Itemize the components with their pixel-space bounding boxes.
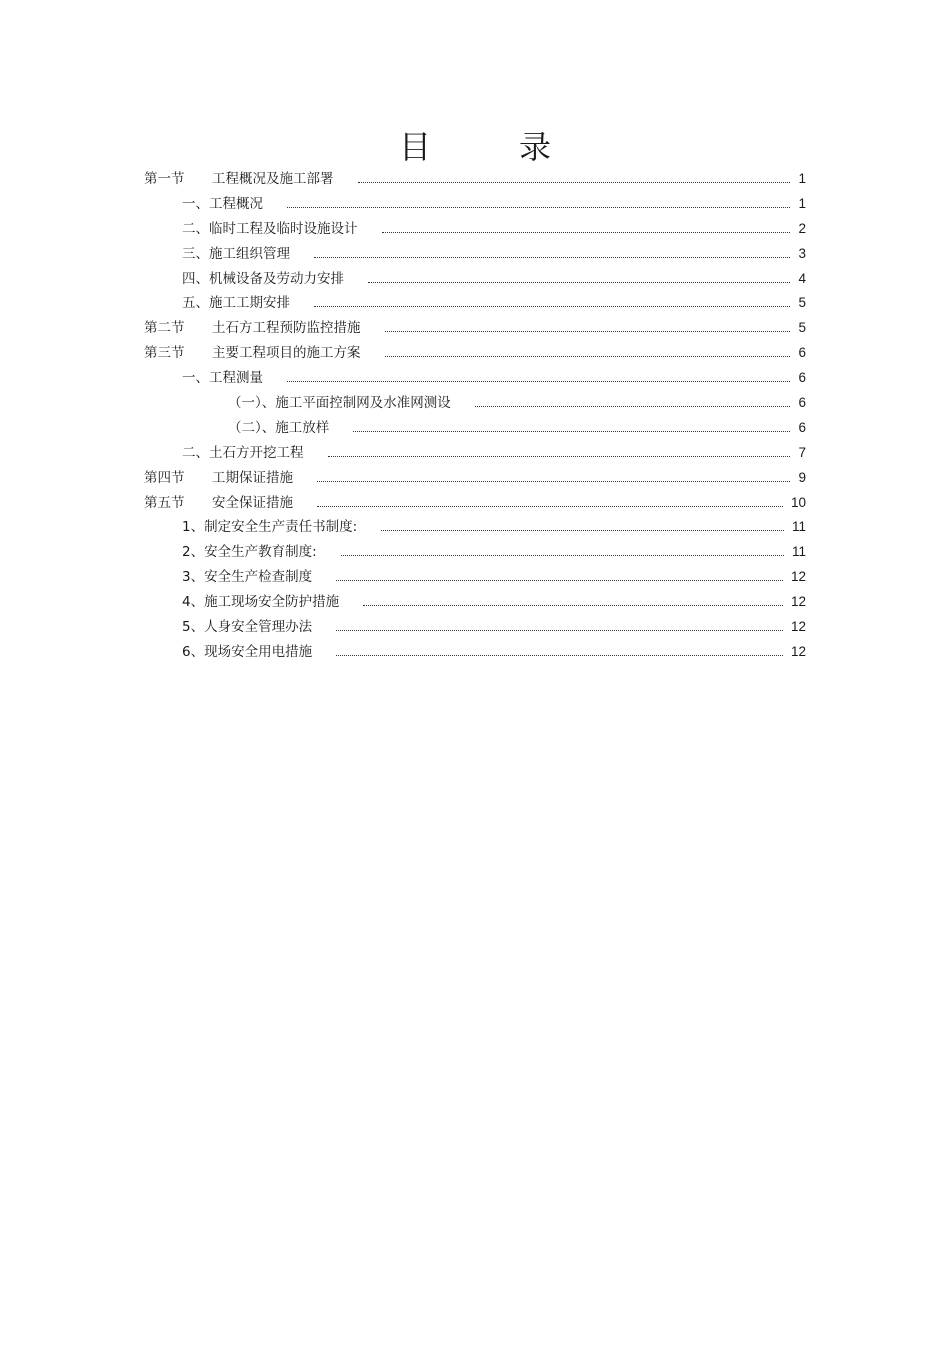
toc-entry-label bbox=[182, 192, 263, 217]
toc-entry-label bbox=[182, 242, 290, 267]
toc-dot-leader bbox=[317, 491, 783, 516]
toc-entry[interactable] bbox=[0, 515, 950, 540]
toc-page-number: 12 bbox=[790, 569, 806, 585]
toc-entry[interactable] bbox=[0, 217, 950, 242]
toc-section-number: 第四节 bbox=[144, 469, 185, 486]
toc-dot-leader bbox=[475, 391, 791, 416]
toc-dot-leader bbox=[336, 615, 783, 640]
toc-page-number: 12 bbox=[790, 619, 806, 635]
toc-entry[interactable] bbox=[0, 291, 950, 316]
toc-page-number: 9 bbox=[798, 469, 806, 485]
toc-dot-leader bbox=[358, 167, 791, 192]
toc-entry-text: 安全保证措施 bbox=[212, 494, 293, 511]
toc-page-number: 12 bbox=[790, 643, 806, 659]
toc-page-number: 2 bbox=[798, 220, 806, 236]
toc-entry-label bbox=[182, 515, 357, 540]
toc-dot-leader bbox=[385, 341, 791, 366]
toc-entry-label bbox=[182, 217, 358, 242]
toc-entry[interactable] bbox=[0, 540, 950, 565]
toc-entry[interactable] bbox=[0, 341, 950, 366]
toc-entry-text: 工期保证措施 bbox=[212, 469, 293, 486]
toc-entry[interactable] bbox=[0, 391, 950, 416]
toc-page-number: 10 bbox=[790, 494, 806, 510]
toc-dot-leader bbox=[382, 217, 791, 242]
toc-page-number: 5 bbox=[798, 295, 806, 311]
toc-dot-leader bbox=[381, 515, 784, 540]
toc-page-number: 5 bbox=[798, 320, 806, 336]
toc-dot-leader bbox=[287, 192, 790, 217]
toc-dot-leader bbox=[328, 441, 791, 466]
toc-page-number: 11 bbox=[791, 544, 806, 560]
toc-entry[interactable] bbox=[0, 316, 950, 341]
toc-entry-text: 四、机械设备及劳动力安排 bbox=[182, 270, 344, 287]
toc-entry[interactable] bbox=[0, 565, 950, 590]
toc-entry-text: （一）、施工平面控制网及水准网测设 bbox=[228, 395, 451, 412]
toc-dot-leader bbox=[314, 291, 790, 316]
toc-page-number: 7 bbox=[798, 444, 806, 460]
toc-entry-label bbox=[144, 341, 361, 366]
toc-entry-text: 五、施工工期安排 bbox=[182, 295, 290, 312]
toc-dot-leader bbox=[385, 316, 791, 341]
toc-entry[interactable] bbox=[0, 466, 950, 491]
toc-section-number: 第一节 bbox=[144, 171, 185, 187]
toc-dot-leader bbox=[368, 267, 790, 292]
toc-page-number: 6 bbox=[798, 345, 806, 361]
toc-entry-text: 1、制定安全生产责任书制度: bbox=[182, 519, 358, 536]
toc-entry[interactable] bbox=[0, 615, 950, 640]
toc-dot-leader bbox=[363, 590, 783, 615]
toc-entry[interactable] bbox=[0, 366, 950, 391]
toc-dot-leader bbox=[317, 466, 790, 491]
toc-dot-leader bbox=[353, 416, 790, 441]
toc-dot-leader bbox=[341, 540, 784, 565]
toc-entry-label bbox=[144, 491, 293, 516]
toc-entry-label bbox=[144, 167, 334, 192]
toc-entry-text: 三、施工组织管理 bbox=[182, 245, 290, 262]
toc-section-number: 第五节 bbox=[144, 494, 185, 511]
table-of-contents bbox=[0, 167, 950, 665]
toc-entry-label bbox=[182, 590, 339, 615]
toc-entry-label bbox=[182, 565, 312, 590]
toc-page-number: 12 bbox=[790, 594, 806, 610]
toc-entry-text: 主要工程项目的施工方案 bbox=[212, 345, 361, 362]
toc-entry-text: 二、临时工程及临时设施设计 bbox=[182, 220, 358, 237]
toc-title: 目 录 bbox=[398, 128, 579, 166]
toc-entry-text: 3、安全生产检查制度 bbox=[182, 569, 313, 586]
toc-entry-text: 土石方工程预防监控措施 bbox=[212, 320, 361, 337]
toc-entry-text: 6、现场安全用电措施 bbox=[182, 643, 313, 660]
toc-entry[interactable] bbox=[0, 267, 950, 292]
toc-entry-text: 二、土石方开挖工程 bbox=[182, 444, 304, 461]
toc-page-number: 6 bbox=[798, 395, 806, 411]
toc-entry-label bbox=[182, 441, 304, 466]
toc-page-number: 1 bbox=[798, 195, 806, 211]
toc-entry-label bbox=[228, 416, 329, 441]
toc-dot-leader bbox=[287, 366, 790, 391]
toc-entry-text: 一、工程概况 bbox=[182, 195, 263, 212]
toc-entry-text: 5、人身安全管理办法 bbox=[182, 619, 313, 636]
toc-entry-label bbox=[144, 316, 361, 341]
toc-section-number: 第二节 bbox=[144, 320, 185, 337]
toc-page-number: 3 bbox=[798, 245, 806, 261]
toc-page-number: 6 bbox=[798, 370, 806, 386]
toc-entry[interactable] bbox=[0, 416, 950, 441]
toc-entry-text: 一、工程测量 bbox=[182, 370, 263, 387]
toc-section-number: 第三节 bbox=[144, 345, 185, 362]
toc-entry[interactable] bbox=[0, 441, 950, 466]
toc-entry-label bbox=[182, 615, 312, 640]
toc-entry-label bbox=[182, 640, 312, 665]
toc-entry[interactable] bbox=[0, 167, 950, 192]
toc-page-number: 6 bbox=[798, 419, 806, 435]
toc-entry-label bbox=[182, 291, 290, 316]
toc-entry-text: 2、安全生产教育制度: bbox=[182, 544, 317, 561]
toc-entry[interactable] bbox=[0, 242, 950, 267]
toc-entry[interactable] bbox=[0, 192, 950, 217]
toc-entry-label bbox=[182, 267, 344, 292]
toc-entry[interactable] bbox=[0, 491, 950, 516]
toc-entry-text: 4、施工现场安全防护措施 bbox=[182, 594, 340, 611]
toc-entry-text: 工程概况及施工部署 bbox=[212, 171, 334, 187]
toc-entry[interactable] bbox=[0, 640, 950, 665]
toc-dot-leader bbox=[314, 242, 790, 267]
toc-entry-label bbox=[182, 540, 317, 565]
toc-page-number: 1 bbox=[798, 171, 806, 186]
toc-page-number: 4 bbox=[798, 270, 806, 286]
toc-dot-leader bbox=[336, 640, 783, 665]
toc-page-number: 11 bbox=[791, 519, 806, 535]
toc-dot-leader bbox=[336, 565, 783, 590]
toc-entry-label bbox=[228, 391, 451, 416]
toc-entry[interactable] bbox=[0, 590, 950, 615]
toc-entry-label bbox=[182, 366, 263, 391]
toc-entry-label bbox=[144, 466, 293, 491]
toc-entry-text: （二）、施工放样 bbox=[228, 419, 330, 436]
